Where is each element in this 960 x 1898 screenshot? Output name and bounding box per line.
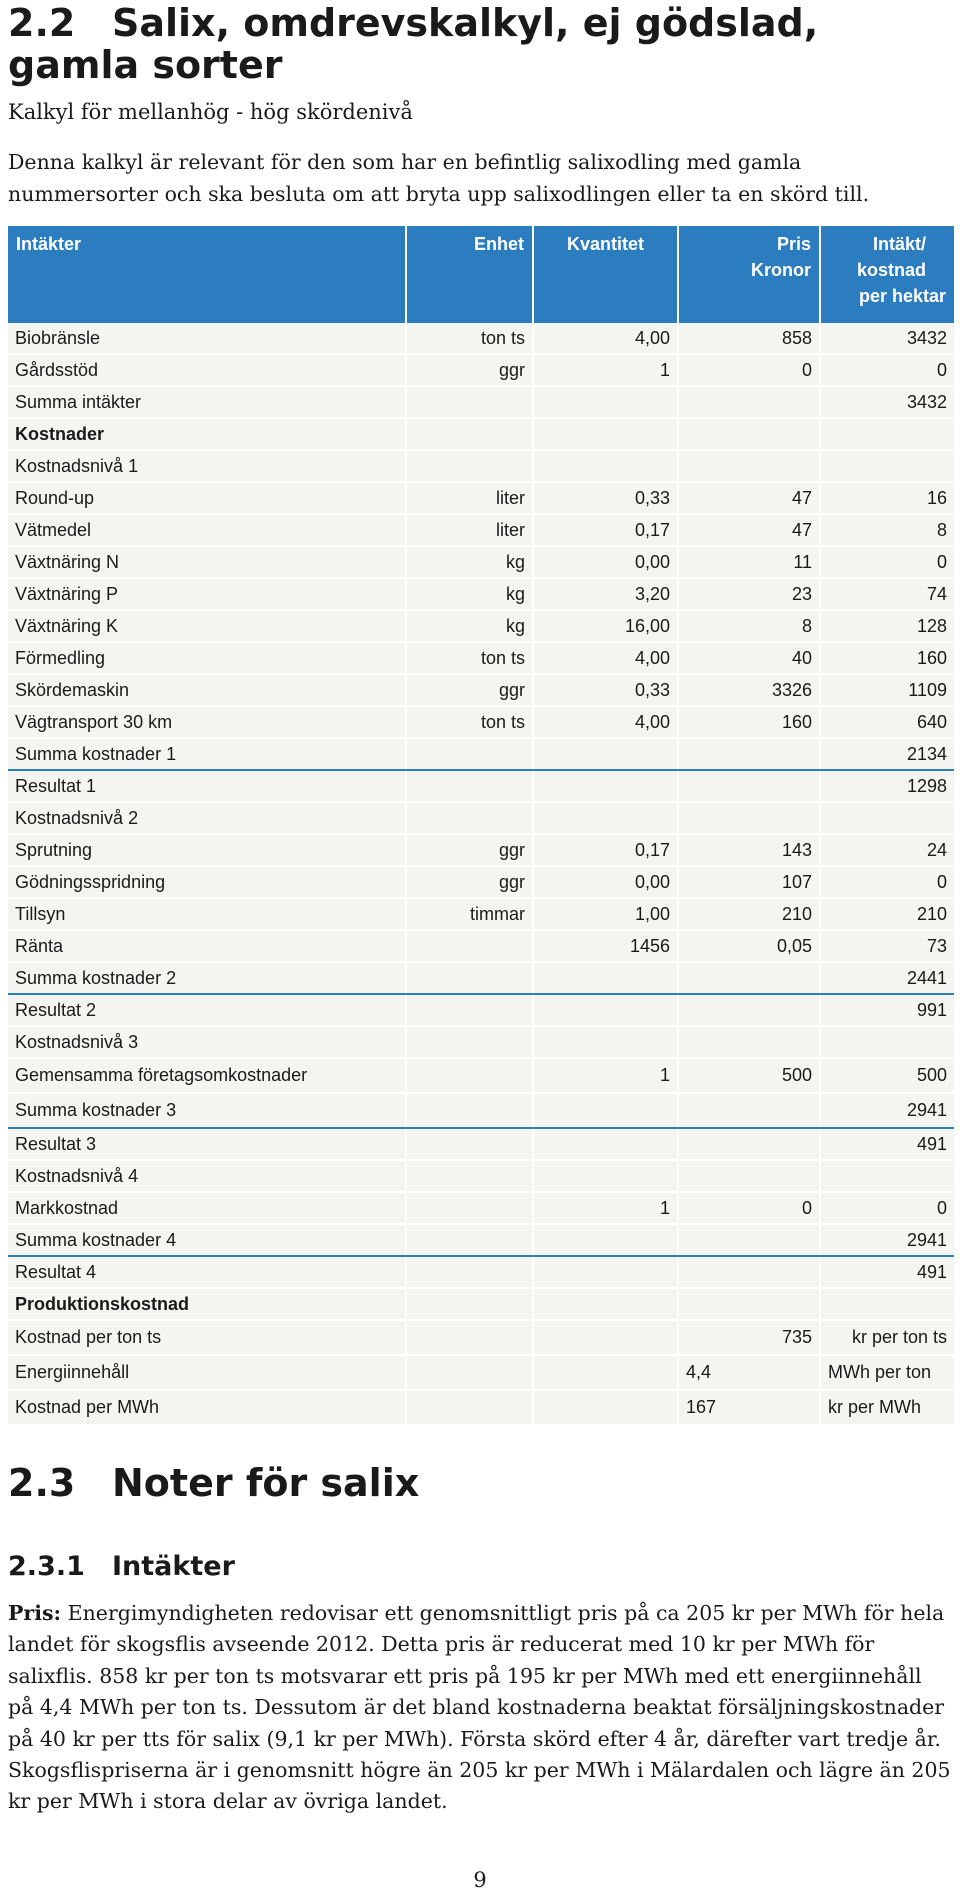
row-label: Resultat 1 [8,770,406,802]
row-amount: 128 [820,610,954,642]
notes-section-number: 2.3 [8,1461,76,1505]
row-price: 858 [678,323,820,354]
row-label: Summa kostnader 1 [8,738,406,770]
table-row [8,1192,954,1224]
row-label: Växtnäring P [8,578,406,610]
table-row [8,1058,954,1093]
row-amount: 2441 [820,962,954,994]
row-price [678,1160,820,1192]
row-label: Summa intäkter [8,386,406,418]
production-label: Kostnad per MWh [8,1390,406,1425]
table-row [8,514,954,546]
row-quantity: 0,00 [533,866,678,898]
row-label: Markkostnad [8,1192,406,1224]
row-amount: 16 [820,482,954,514]
row-unit: ton ts [406,323,533,354]
header-pris-line1: Pris [776,234,811,254]
row-price: 11 [678,546,820,578]
section-title: Salix, omdrevskalkyl, ej gödslad, gamla sorter [8,1,819,87]
row-quantity [533,1128,678,1160]
row-price [678,1224,820,1256]
row-price: 47 [678,482,820,514]
table-row [8,418,954,450]
section-heading [8,2,948,86]
row-amount [820,418,954,450]
row-amount: 1109 [820,674,954,706]
table-row [8,354,954,386]
table-row [8,1093,954,1128]
row-price [678,1256,820,1288]
notes-lead: Pris: [8,1601,62,1625]
row-label: Resultat 3 [8,1128,406,1160]
row-amount: 0 [820,546,954,578]
row-label: Gödningsspridning [8,866,406,898]
row-quantity: 0,00 [533,546,678,578]
row-quantity [533,418,678,450]
row-quantity: 16,00 [533,610,678,642]
row-price [678,994,820,1026]
row-unit: kg [406,610,533,642]
table-row [8,1128,954,1160]
row-amount: 2134 [820,738,954,770]
row-unit: ggr [406,866,533,898]
row-quantity: 4,00 [533,706,678,738]
table-row [8,450,954,482]
row-unit [406,418,533,450]
row-amount: 0 [820,1192,954,1224]
row-price: 210 [678,898,820,930]
row-price: 23 [678,578,820,610]
row-label: Skördemaskin [8,674,406,706]
production-row [8,1390,954,1425]
row-label: Resultat 2 [8,994,406,1026]
table-row [8,706,954,738]
table-row [8,610,954,642]
row-quantity [533,386,678,418]
row-label: Förmedling [8,642,406,674]
row-amount: 1298 [820,770,954,802]
row-quantity: 4,00 [533,642,678,674]
row-price [678,1128,820,1160]
row-label: Kostnadsnivå 3 [8,1026,406,1058]
row-unit [406,386,533,418]
row-price: 0,05 [678,930,820,962]
table-row [8,898,954,930]
production-unit: kr per MWh [820,1390,954,1425]
header-enhet: Enhet [406,226,533,323]
row-amount: 491 [820,1256,954,1288]
row-unit [406,1256,533,1288]
row-unit: ggr [406,674,533,706]
row-unit [406,1160,533,1192]
row-unit: ggr [406,834,533,866]
row-amount: 160 [820,642,954,674]
row-unit: ggr [406,354,533,386]
production-empty [533,1355,678,1390]
row-price [678,738,820,770]
header-intakter: Intäkter [8,226,406,323]
row-amount [820,1288,954,1320]
section-number: 2.2 [8,1,76,45]
row-amount: 0 [820,866,954,898]
row-amount: 74 [820,578,954,610]
row-quantity: 0,17 [533,514,678,546]
row-unit: timmar [406,898,533,930]
table-row [8,578,954,610]
row-price: 160 [678,706,820,738]
row-unit: ton ts [406,706,533,738]
table-row [8,1288,954,1320]
row-quantity: 1 [533,1192,678,1224]
row-quantity: 4,00 [533,323,678,354]
row-unit [406,802,533,834]
header-pris-line2: Kronor [751,260,811,280]
table-row [8,642,954,674]
row-label: Växtnäring K [8,610,406,642]
subsection-title: Intäkter [112,1551,235,1582]
row-unit: kg [406,578,533,610]
row-unit [406,450,533,482]
row-unit: liter [406,514,533,546]
table-row [8,738,954,770]
row-label: Sprutning [8,834,406,866]
row-amount [820,450,954,482]
production-label: Kostnad per ton ts [8,1320,406,1355]
table-row [8,1224,954,1256]
header-kvantitet: Kvantitet [533,226,678,323]
table-row [8,962,954,994]
row-unit [406,1128,533,1160]
row-amount: 3432 [820,386,954,418]
production-empty [533,1320,678,1355]
row-label: Round-up [8,482,406,514]
row-quantity [533,1160,678,1192]
row-unit [406,1192,533,1224]
row-quantity [533,738,678,770]
production-value: 735 [678,1320,820,1355]
page-number: 9 [473,1868,487,1892]
production-value: 167 [678,1390,820,1425]
row-price [678,418,820,450]
row-price: 3326 [678,674,820,706]
row-amount: 0 [820,354,954,386]
production-unit: kr per ton ts [820,1320,954,1355]
row-quantity: 1,00 [533,898,678,930]
row-quantity: 1456 [533,930,678,962]
table-row [8,802,954,834]
production-unit: MWh per ton [820,1355,954,1390]
row-price [678,802,820,834]
table-row [8,994,954,1026]
row-price: 0 [678,1192,820,1224]
row-amount [820,802,954,834]
row-label: Summa kostnader 2 [8,962,406,994]
table-row [8,1026,954,1058]
production-empty [406,1355,533,1390]
notes-paragraph [8,1598,953,1818]
row-quantity [533,802,678,834]
row-price [678,770,820,802]
row-unit: ton ts [406,642,533,674]
row-price [678,1093,820,1128]
row-quantity [533,450,678,482]
row-price [678,450,820,482]
production-empty [533,1390,678,1425]
row-unit [406,770,533,802]
table-row [8,770,954,802]
row-unit [406,1093,533,1128]
header-pris [678,226,820,323]
row-label: Kostnadsnivå 2 [8,802,406,834]
row-amount: 491 [820,1128,954,1160]
header-amount-line3: per hektar [858,286,946,306]
row-label: Kostnadsnivå 1 [8,450,406,482]
row-price [678,386,820,418]
row-quantity [533,994,678,1026]
row-label: Summa kostnader 4 [8,1224,406,1256]
row-price: 500 [678,1058,820,1093]
row-quantity: 0,17 [533,834,678,866]
row-price [678,1026,820,1058]
header-intakt-kostnad [820,226,954,323]
table-row [8,866,954,898]
row-label: Kostnader [8,418,406,450]
row-label: Ränta [8,930,406,962]
section-subtitle: Kalkyl för mellanhög - hög skördenivå [8,100,413,124]
row-label: Tillsyn [8,898,406,930]
row-label: Produktionskostnad [8,1288,406,1320]
header-amount-line1: Intäkt/ [872,234,926,254]
row-unit: kg [406,546,533,578]
production-row [8,1320,954,1355]
row-label: Växtnäring N [8,546,406,578]
table-row [8,546,954,578]
row-amount: 210 [820,898,954,930]
production-label: Energiinnehåll [8,1355,406,1390]
row-unit [406,1224,533,1256]
row-quantity [533,1288,678,1320]
row-label: Resultat 4 [8,1256,406,1288]
notes-section-title: Noter för salix [112,1461,420,1505]
table-row [8,386,954,418]
row-quantity: 0,33 [533,674,678,706]
row-amount: 2941 [820,1093,954,1128]
row-amount: 24 [820,834,954,866]
row-price: 143 [678,834,820,866]
production-empty [406,1320,533,1355]
row-label: Vägtransport 30 km [8,706,406,738]
row-label: Vätmedel [8,514,406,546]
row-quantity: 1 [533,354,678,386]
row-quantity [533,962,678,994]
row-quantity: 1 [533,1058,678,1093]
row-unit: liter [406,482,533,514]
row-unit [406,1026,533,1058]
row-quantity [533,1224,678,1256]
row-price: 40 [678,642,820,674]
row-quantity [533,1256,678,1288]
table-header [8,226,954,323]
notes-text: Energimyndigheten redovisar ett genomsnittligt pris på ca 205 kr per MWh för hela landet för skogsflis avseende 2012. Detta pris är reducerat med 10 kr per MWh för salixflis. 858 kr per ton ts motsvarar ett pris på 195 kr per MWh med ett energiinnehåll på 4,4 MWh per ton ts. Dessutom är det bland kostnaderna beaktat försäljningskostnader på 40 kr per tts för salix (9,1 kr per MWh). Första skörd efter 4 år, därefter vart tredje år. Skogsflispriserna är i genomsnitt högre än 205 kr per MWh i Mälardalen och lägre än 205 kr per MWh i stora delar av övriga landet. [8,1601,951,1814]
row-label: Summa kostnader 3 [8,1093,406,1128]
row-quantity: 0,33 [533,482,678,514]
row-amount: 73 [820,930,954,962]
production-empty [406,1390,533,1425]
row-amount: 500 [820,1058,954,1093]
row-amount: 640 [820,706,954,738]
row-unit [406,962,533,994]
intro-paragraph: Denna kalkyl är relevant för den som har en befintlig salixodling med gamla nummersorter och ska besluta om att bryta upp salixodlingen eller ta en skörd till. [8,150,870,206]
row-price [678,962,820,994]
table-row [8,323,954,354]
table-row [8,482,954,514]
row-label: Gemensamma företagsomkostnader [8,1058,406,1093]
row-amount: 8 [820,514,954,546]
row-price: 8 [678,610,820,642]
row-label: Biobränsle [8,323,406,354]
production-value: 4,4 [678,1355,820,1390]
table-row [8,930,954,962]
row-quantity [533,1093,678,1128]
notes-heading [8,1461,419,1505]
row-label: Gårdsstöd [8,354,406,386]
row-unit [406,1288,533,1320]
subsection-number: 2.3.1 [8,1551,85,1582]
row-unit [406,1058,533,1093]
table-row [8,834,954,866]
row-unit [406,930,533,962]
row-amount: 3432 [820,323,954,354]
row-amount: 991 [820,994,954,1026]
table-row [8,674,954,706]
row-amount [820,1160,954,1192]
row-quantity: 3,20 [533,578,678,610]
row-label: Kostnadsnivå 4 [8,1160,406,1192]
row-price: 0 [678,354,820,386]
table-body [8,323,954,1425]
row-quantity [533,770,678,802]
row-amount [820,1026,954,1058]
row-unit [406,738,533,770]
row-price [678,1288,820,1320]
row-amount: 2941 [820,1224,954,1256]
row-price: 47 [678,514,820,546]
subsection-heading [8,1551,235,1582]
header-amount-line2: kostnad [856,260,926,280]
row-unit [406,994,533,1026]
production-row [8,1355,954,1390]
table-row [8,1160,954,1192]
row-quantity [533,1026,678,1058]
table-row [8,1256,954,1288]
row-price: 107 [678,866,820,898]
cost-calculation-table [8,226,954,1426]
